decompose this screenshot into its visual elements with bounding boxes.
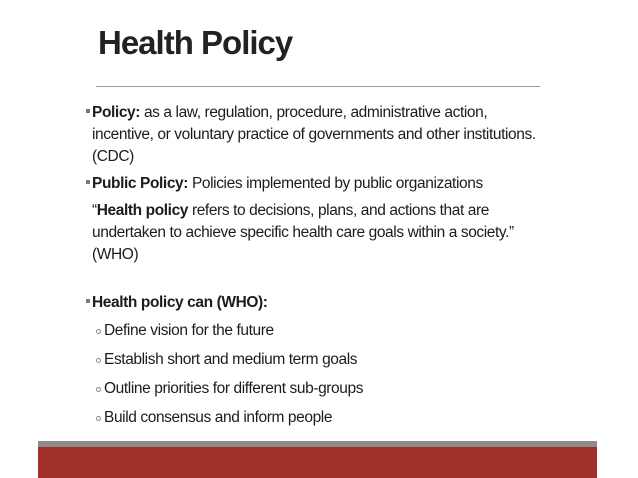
list-item	[86, 378, 546, 400]
bullet-health-policy-can	[86, 292, 546, 314]
section-heading: Health policy can (WHO):	[92, 294, 268, 311]
circle-bullet-icon	[96, 329, 101, 334]
title-divider	[96, 86, 540, 87]
circle-bullet-icon	[96, 416, 101, 421]
square-bullet-icon	[86, 109, 90, 113]
circle-bullet-icon	[96, 358, 101, 363]
bullet-public-policy-term: Public Policy:	[92, 175, 189, 192]
list-item	[86, 349, 546, 371]
bullet-policy-text: as a law, regulation, procedure, administrative action, incentive, or voluntary practice of governments and other institutions. (CDC)	[92, 104, 536, 165]
who-quote	[86, 200, 546, 266]
square-bullet-icon	[86, 180, 90, 184]
bullet-public-policy-text: Policies implemented by public organizations	[188, 175, 483, 192]
list-item-text: Outline priorities for different sub-groups	[104, 380, 364, 397]
list-item	[86, 320, 546, 342]
slide-title: Health Policy	[98, 24, 293, 61]
quote-open-mark: “	[92, 202, 97, 219]
bullet-policy-term: Policy:	[92, 104, 141, 121]
list-item-text: Define vision for the future	[104, 322, 274, 339]
footer-red-band	[38, 447, 597, 478]
quote-term: Health policy	[96, 202, 189, 219]
list-item-text: Establish short and medium term goals	[104, 351, 358, 368]
circle-bullet-icon	[96, 387, 101, 392]
bullet-policy	[86, 102, 546, 168]
square-bullet-icon	[86, 299, 90, 303]
list-item	[86, 407, 546, 429]
list-item-text: Build consensus and inform people	[104, 409, 333, 426]
quote-text: refers to decisions, plans, and actions that are undertaken to achieve specific health care goals within a society.” (WHO)	[92, 202, 514, 263]
slide-content	[86, 102, 546, 436]
bullet-public-policy	[86, 173, 546, 195]
